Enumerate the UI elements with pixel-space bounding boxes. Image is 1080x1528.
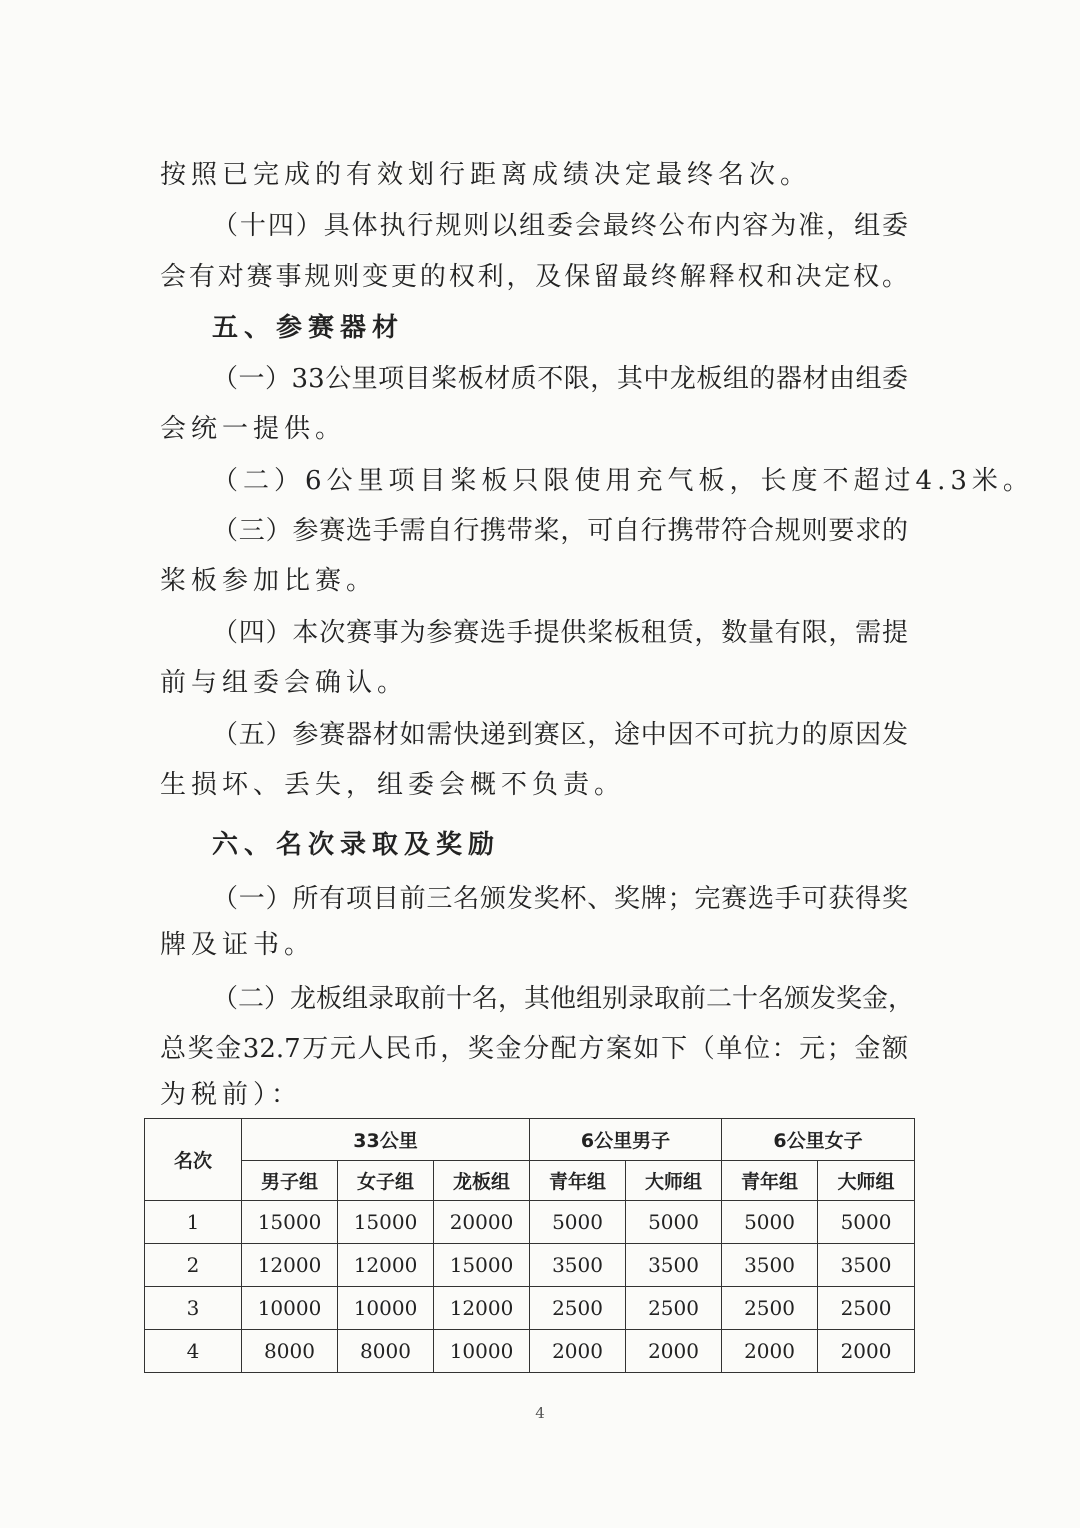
group-header-6km-men: 6公里男子 bbox=[530, 1119, 722, 1161]
sub-header: 男子组 bbox=[242, 1161, 338, 1201]
sub-header: 青年组 bbox=[530, 1161, 626, 1201]
table-row bbox=[145, 1244, 915, 1287]
prize-cell: 2000 bbox=[818, 1330, 915, 1373]
group-header-33km: 33公里 bbox=[242, 1119, 530, 1161]
sub-header: 大师组 bbox=[626, 1161, 722, 1201]
prize-cell: 8000 bbox=[338, 1330, 434, 1373]
rank-cell: 1 bbox=[145, 1201, 242, 1244]
prize-cell: 3500 bbox=[626, 1244, 722, 1287]
group-header-6km-women: 6公里女子 bbox=[722, 1119, 915, 1161]
paragraph-line: 按照已完成的有效划行距离成绩决定最终名次。 bbox=[160, 160, 812, 190]
paragraph-line: 为税前）： bbox=[160, 1080, 303, 1110]
paragraph-line: （五）参赛器材如需快递到赛区，途中因不可抗力的原因发 bbox=[212, 720, 908, 750]
prize-cell: 5000 bbox=[530, 1201, 626, 1244]
paragraph-line: 总奖金32.7万元人民币，奖金分配方案如下（单位：元；金额 bbox=[160, 1034, 908, 1064]
paragraph-line: （一）所有项目前三名颁发奖杯、奖牌；完赛选手可获得奖 bbox=[212, 884, 908, 914]
prize-cell: 10000 bbox=[338, 1287, 434, 1330]
prize-cell: 2500 bbox=[722, 1287, 818, 1330]
prize-cell: 5000 bbox=[722, 1201, 818, 1244]
prize-cell: 2500 bbox=[530, 1287, 626, 1330]
rank-cell: 2 bbox=[145, 1244, 242, 1287]
paragraph-line: 会有对赛事规则变更的权利，及保留最终解释权和决定权。 bbox=[160, 262, 908, 292]
prize-cell: 10000 bbox=[242, 1287, 338, 1330]
prize-cell: 3500 bbox=[722, 1244, 818, 1287]
prize-cell: 2000 bbox=[722, 1330, 818, 1373]
prize-cell: 2500 bbox=[626, 1287, 722, 1330]
table-row bbox=[145, 1201, 915, 1244]
sub-header: 龙板组 bbox=[434, 1161, 530, 1201]
prize-cell: 15000 bbox=[242, 1201, 338, 1244]
paragraph-line: （三）参赛选手需自行携带桨，可自行携带符合规则要求的 bbox=[212, 516, 908, 546]
paragraph-line: （十四）具体执行规则以组委会最终公布内容为准，组委 bbox=[212, 211, 908, 241]
prize-cell: 3500 bbox=[818, 1244, 915, 1287]
paragraph-line: （四）本次赛事为参赛选手提供桨板租赁，数量有限，需提 bbox=[212, 618, 908, 648]
paragraph-line: （二）6公里项目桨板只限使用充气板，长度不超过4.3米。 bbox=[212, 466, 1034, 496]
paragraph-line: 会统一提供。 bbox=[160, 414, 347, 444]
section-heading: 五、参赛器材 bbox=[212, 313, 405, 343]
prize-table bbox=[144, 1118, 915, 1373]
prize-cell: 10000 bbox=[434, 1330, 530, 1373]
paragraph-line: （二）龙板组录取前十名，其他组别录取前二十名颁发奖金， bbox=[212, 984, 915, 1014]
section-heading: 六、名次录取及奖励 bbox=[212, 830, 501, 860]
rank-header: 名次 bbox=[145, 1119, 242, 1201]
prize-cell: 3500 bbox=[530, 1244, 626, 1287]
prize-cell: 20000 bbox=[434, 1201, 530, 1244]
prize-cell: 12000 bbox=[434, 1287, 530, 1330]
rank-cell: 3 bbox=[145, 1287, 242, 1330]
table-row bbox=[145, 1287, 915, 1330]
prize-cell: 8000 bbox=[242, 1330, 338, 1373]
paragraph-line: 桨板参加比赛。 bbox=[160, 566, 378, 596]
prize-cell: 12000 bbox=[242, 1244, 338, 1287]
prize-cell: 2500 bbox=[818, 1287, 915, 1330]
sub-header: 大师组 bbox=[818, 1161, 915, 1201]
prize-cell: 5000 bbox=[626, 1201, 722, 1244]
paragraph-line: 生损坏、丢失，组委会概不负责。 bbox=[160, 770, 626, 800]
paragraph-line: （一）33公里项目桨板材质不限，其中龙板组的器材由组委 bbox=[212, 364, 908, 394]
prize-cell: 2000 bbox=[530, 1330, 626, 1373]
prize-cell: 5000 bbox=[818, 1201, 915, 1244]
table-row bbox=[145, 1330, 915, 1373]
prize-cell: 15000 bbox=[434, 1244, 530, 1287]
paragraph-line: 前与组委会确认。 bbox=[160, 668, 409, 698]
sub-header: 青年组 bbox=[722, 1161, 818, 1201]
prize-cell: 15000 bbox=[338, 1201, 434, 1244]
page-number: 4 bbox=[535, 1404, 545, 1422]
rank-cell: 4 bbox=[145, 1330, 242, 1373]
prize-cell: 2000 bbox=[626, 1330, 722, 1373]
paragraph-line: 牌及证书。 bbox=[160, 930, 316, 960]
sub-header: 女子组 bbox=[338, 1161, 434, 1201]
prize-cell: 12000 bbox=[338, 1244, 434, 1287]
